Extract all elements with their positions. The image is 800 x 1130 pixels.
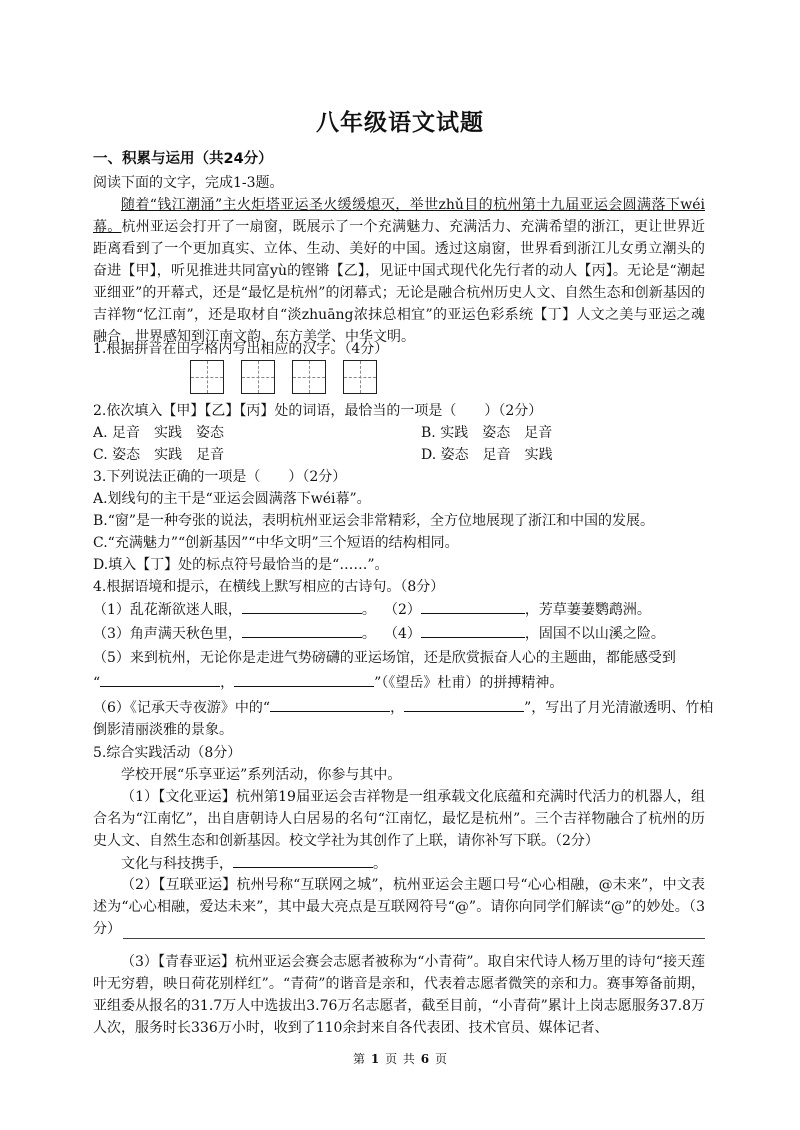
poem-line-3: （3）角声满天秋色里， 。	[93, 622, 376, 645]
answer-line[interactable]	[123, 938, 705, 939]
question-4: 4.根据语境和提示，在横线上默写相应的古诗句。（8分）	[93, 579, 445, 595]
answer-blank[interactable]	[234, 671, 374, 687]
activity-intro: 学校开展“乐享亚运”系列活动，你参与其中。	[121, 767, 402, 783]
option-d: D. 姿态 足音 实践	[421, 447, 553, 463]
reading-instruction: 阅读下面的文字，完成1-3题。	[93, 175, 284, 191]
answer-blank[interactable]	[270, 696, 390, 712]
page-footer: 第 1 页 共 6 页	[353, 1052, 447, 1066]
poem-line-2: （2） ，芳草萋萋鹦鹉洲。	[384, 598, 651, 621]
answer-blank[interactable]	[233, 852, 373, 868]
question-1: 1.根据拼音在田字格内写出相应的汉字。（4分）	[93, 341, 389, 357]
option-b: B. 实践 姿态 足音	[421, 425, 553, 441]
answer-blank[interactable]	[421, 598, 525, 614]
passage-text: 杭州亚运会打开了一扇窗，既展示了一个充满魅力、充满活力、充满希望的浙江，更让世界近距离看到了一个更加真实、立体、生动、美好的中国。透过这扇窗，世界看到浙江儿女勇立潮头的奋进【甲】，听见推进共同富yù的铿锵【乙】，见证中国式现代化先行者的动人【丙】。无论是“潮起亚细亚”的开幕式，还是“最忆是杭州”的闭幕式；无论是融合杭州历史人文、自然生态和创新基因的吉祥物“忆江南”，还是取材自“淡zhuāng浓抹总相宜”的亚运色彩系统【丁】人文之美与亚运之魂融合，世界感知到江南文韵、东方美学、中华文明。	[93, 219, 706, 345]
answer-blank[interactable]	[404, 696, 524, 712]
poem-line-4: （4） ，固国不以山溪之险。	[384, 622, 665, 645]
answer-blank[interactable]	[421, 622, 525, 638]
activity-part-3: （3）【青春亚运】杭州亚运会赛会志愿者被称为“小青荷”。取自宋代诗人杨万里的诗句“接天莲叶无穷碧，映日荷花别样红”。“青荷”的谐音是亲和，代表着志愿者微笑的亲和力。赛事筹备前期，亚组委从报名的31.7万人中选拔出3.76万名志愿者，截至目前，“小青荷”累计上岗志愿服务37.8万人次，服务时长336万小时，收到了110余封来自各代表团、技术官员、媒体记者、	[93, 954, 705, 1036]
poem-line-6: （6）《记承天寺夜游》中的“ ， ”，写出了月光清澈透明、竹柏	[93, 696, 713, 719]
underlined-sentence: 随着“钱江潮涌”主火炬塔亚运圣火缓缓熄灭，举世zhǔ目的杭州第十九届亚运会圆满落下wéi幕。	[93, 197, 705, 235]
page-title: 八年级语文试题	[316, 110, 484, 136]
tian-grid-box[interactable]	[241, 360, 275, 394]
question-5: 5.综合实践活动（8分）	[93, 745, 242, 761]
option-a: A.划线句的主干是“亚运会圆满落下wéi幕”。	[93, 491, 371, 507]
reading-passage	[93, 194, 705, 348]
question-3: 3.下列说法正确的一项是（ ）（2分）	[93, 469, 347, 485]
poem-line-5-cont: “ ， ”（《望岳》杜甫）的拼搏精神。	[93, 671, 563, 694]
tian-grid-box[interactable]	[343, 360, 377, 394]
tian-grid-box[interactable]	[190, 360, 224, 394]
answer-blank[interactable]	[100, 671, 220, 687]
poem-line-5: （5）来到杭州，无论你是走进气势磅礴的亚运场馆，还是欣赏振奋人心的主题曲，都能感受到	[93, 650, 676, 666]
answer-blank[interactable]	[242, 622, 362, 638]
activity-part-1: （1）【文化亚运】杭州第19届亚运会吉祥物是一组承载文化底蕴和充满时代活力的机器人，组合名为“江南忆”，出自唐朝诗人白居易的名句“江南忆，最忆是杭州”。三个吉祥物融合了杭州的历史人文、自然生态和创新基因。校文学社为其创作了上联，请你补写下联。（2分）	[93, 789, 705, 849]
question-2: 2.依次填入【甲】【乙】【丙】处的词语，最恰当的一项是（ ）（2分）	[93, 403, 543, 419]
tian-grid-box[interactable]	[292, 360, 326, 394]
option-d: D.填入【丁】处的标点符号最恰当的是“……”。	[93, 557, 389, 573]
option-b: B.“窗”是一种夸张的说法，表明杭州亚运会非常精彩，全方位地展现了浙江和中国的发展。	[93, 513, 655, 529]
poem-line-6-cont: 倒影清丽淡雅的景象。	[93, 722, 233, 738]
answer-blank[interactable]	[242, 598, 362, 614]
option-c: C. 姿态 实践 足音	[93, 447, 225, 463]
poem-line-1: （1）乱花渐欲迷人眼， 。	[93, 598, 376, 621]
option-a: A. 足音 实践 姿态	[93, 425, 225, 441]
section-heading: 一、积累与运用（共24分）	[93, 151, 273, 167]
activity-part-2: （2）【互联亚运】杭州号称“互联网之城”，杭州亚运会主题口号“心心相融，@未来”，中文表述为“心心相融，爱达未来”，其中最大亮点是互联网符号“@”。请你向同学们解读“@”的妙处。（3分）	[93, 877, 705, 937]
couplet-line: 文化与科技携手， 。	[121, 852, 387, 875]
option-c: C.“充满魅力”“创新基因”“中华文明”三个短语的结构相同。	[93, 535, 459, 551]
